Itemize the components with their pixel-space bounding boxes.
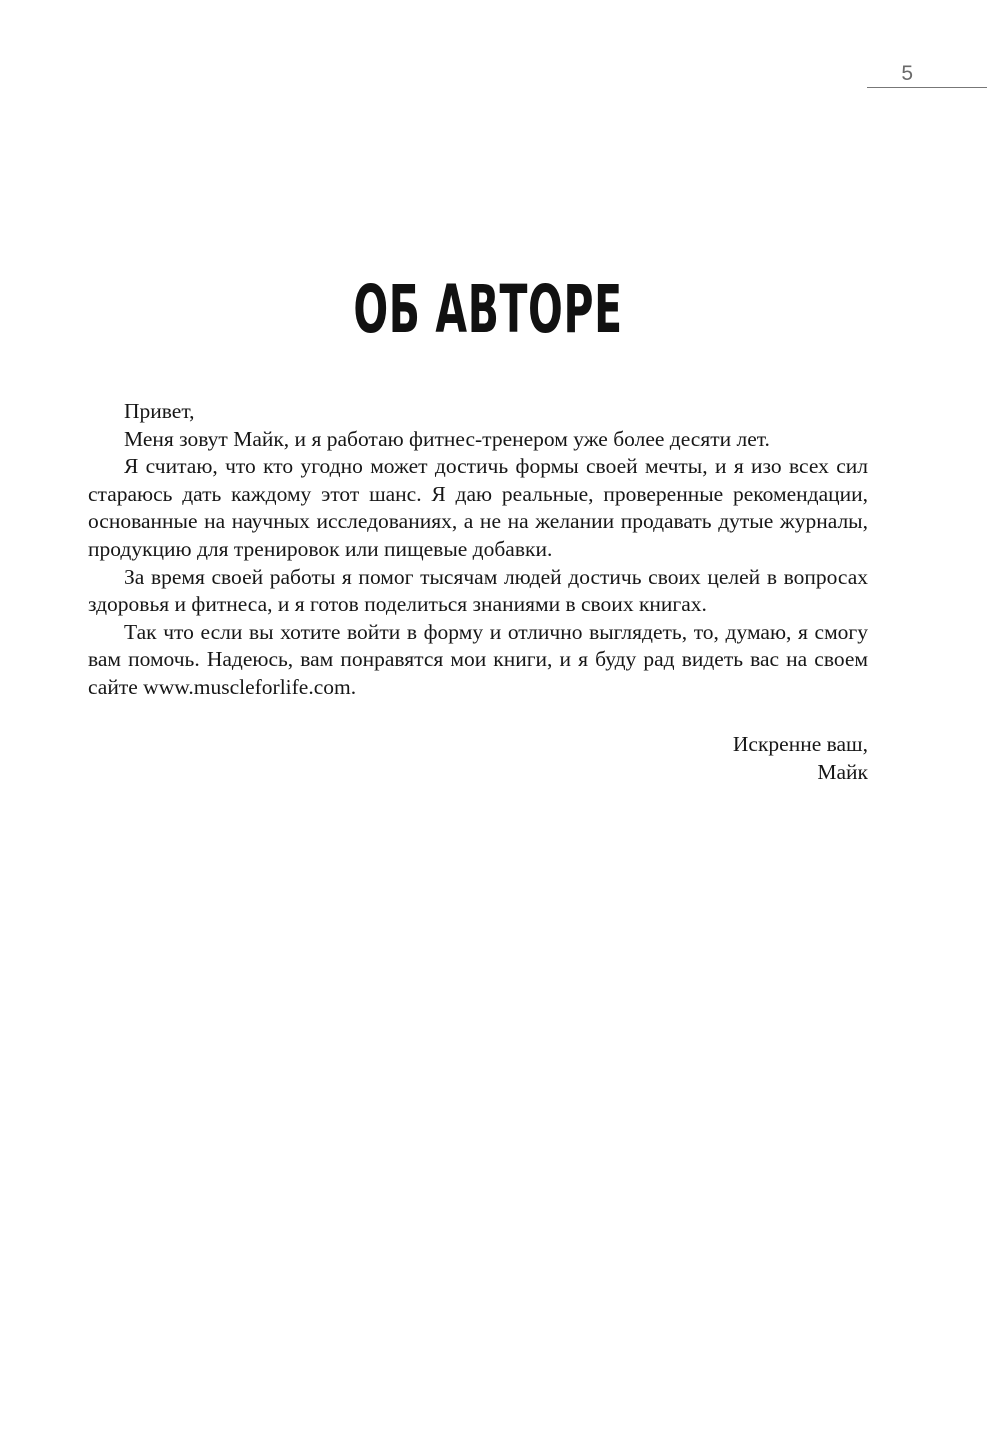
signature — [733, 731, 868, 786]
page-number-rule — [867, 87, 987, 88]
intro-paragraph: Меня зовут Майк, и я работаю фитнес-тренером уже более десяти лет. — [124, 426, 770, 451]
page-title: ОБ АВТОРЕ — [353, 271, 623, 348]
mission-paragraph: Я считаю, что кто угодно может достичь формы своей мечты, и я изо всех сил стараюсь дать каждому этот шанс. Я даю реальные, проверенные рекомендации, основанные на научных исследованиях, а не на желании продавать дутые журналы, продукцию для тренировок или пищевые добавки. — [88, 454, 868, 561]
invitation-paragraph: Так что если вы хотите войти в форму и отлично выглядеть, то, думаю, я смогу вам помочь. Надеюсь, вам понравятся мои книги, и я буду рад видеть вас на своем сайте www.muscleforlife.com. — [88, 619, 868, 699]
signature-closing: Искренне ваш, — [732, 732, 868, 756]
body-text — [88, 398, 868, 702]
experience-paragraph: За время своей работы я помог тысячам людей достичь своих целей в вопросах здоровья и фитнеса, и я готов поделиться знаниями в своих книгах. — [88, 564, 868, 617]
greeting-paragraph: Привет, — [124, 399, 195, 423]
page-number: 5 — [901, 62, 913, 85]
signature-name: Майк — [817, 759, 868, 784]
